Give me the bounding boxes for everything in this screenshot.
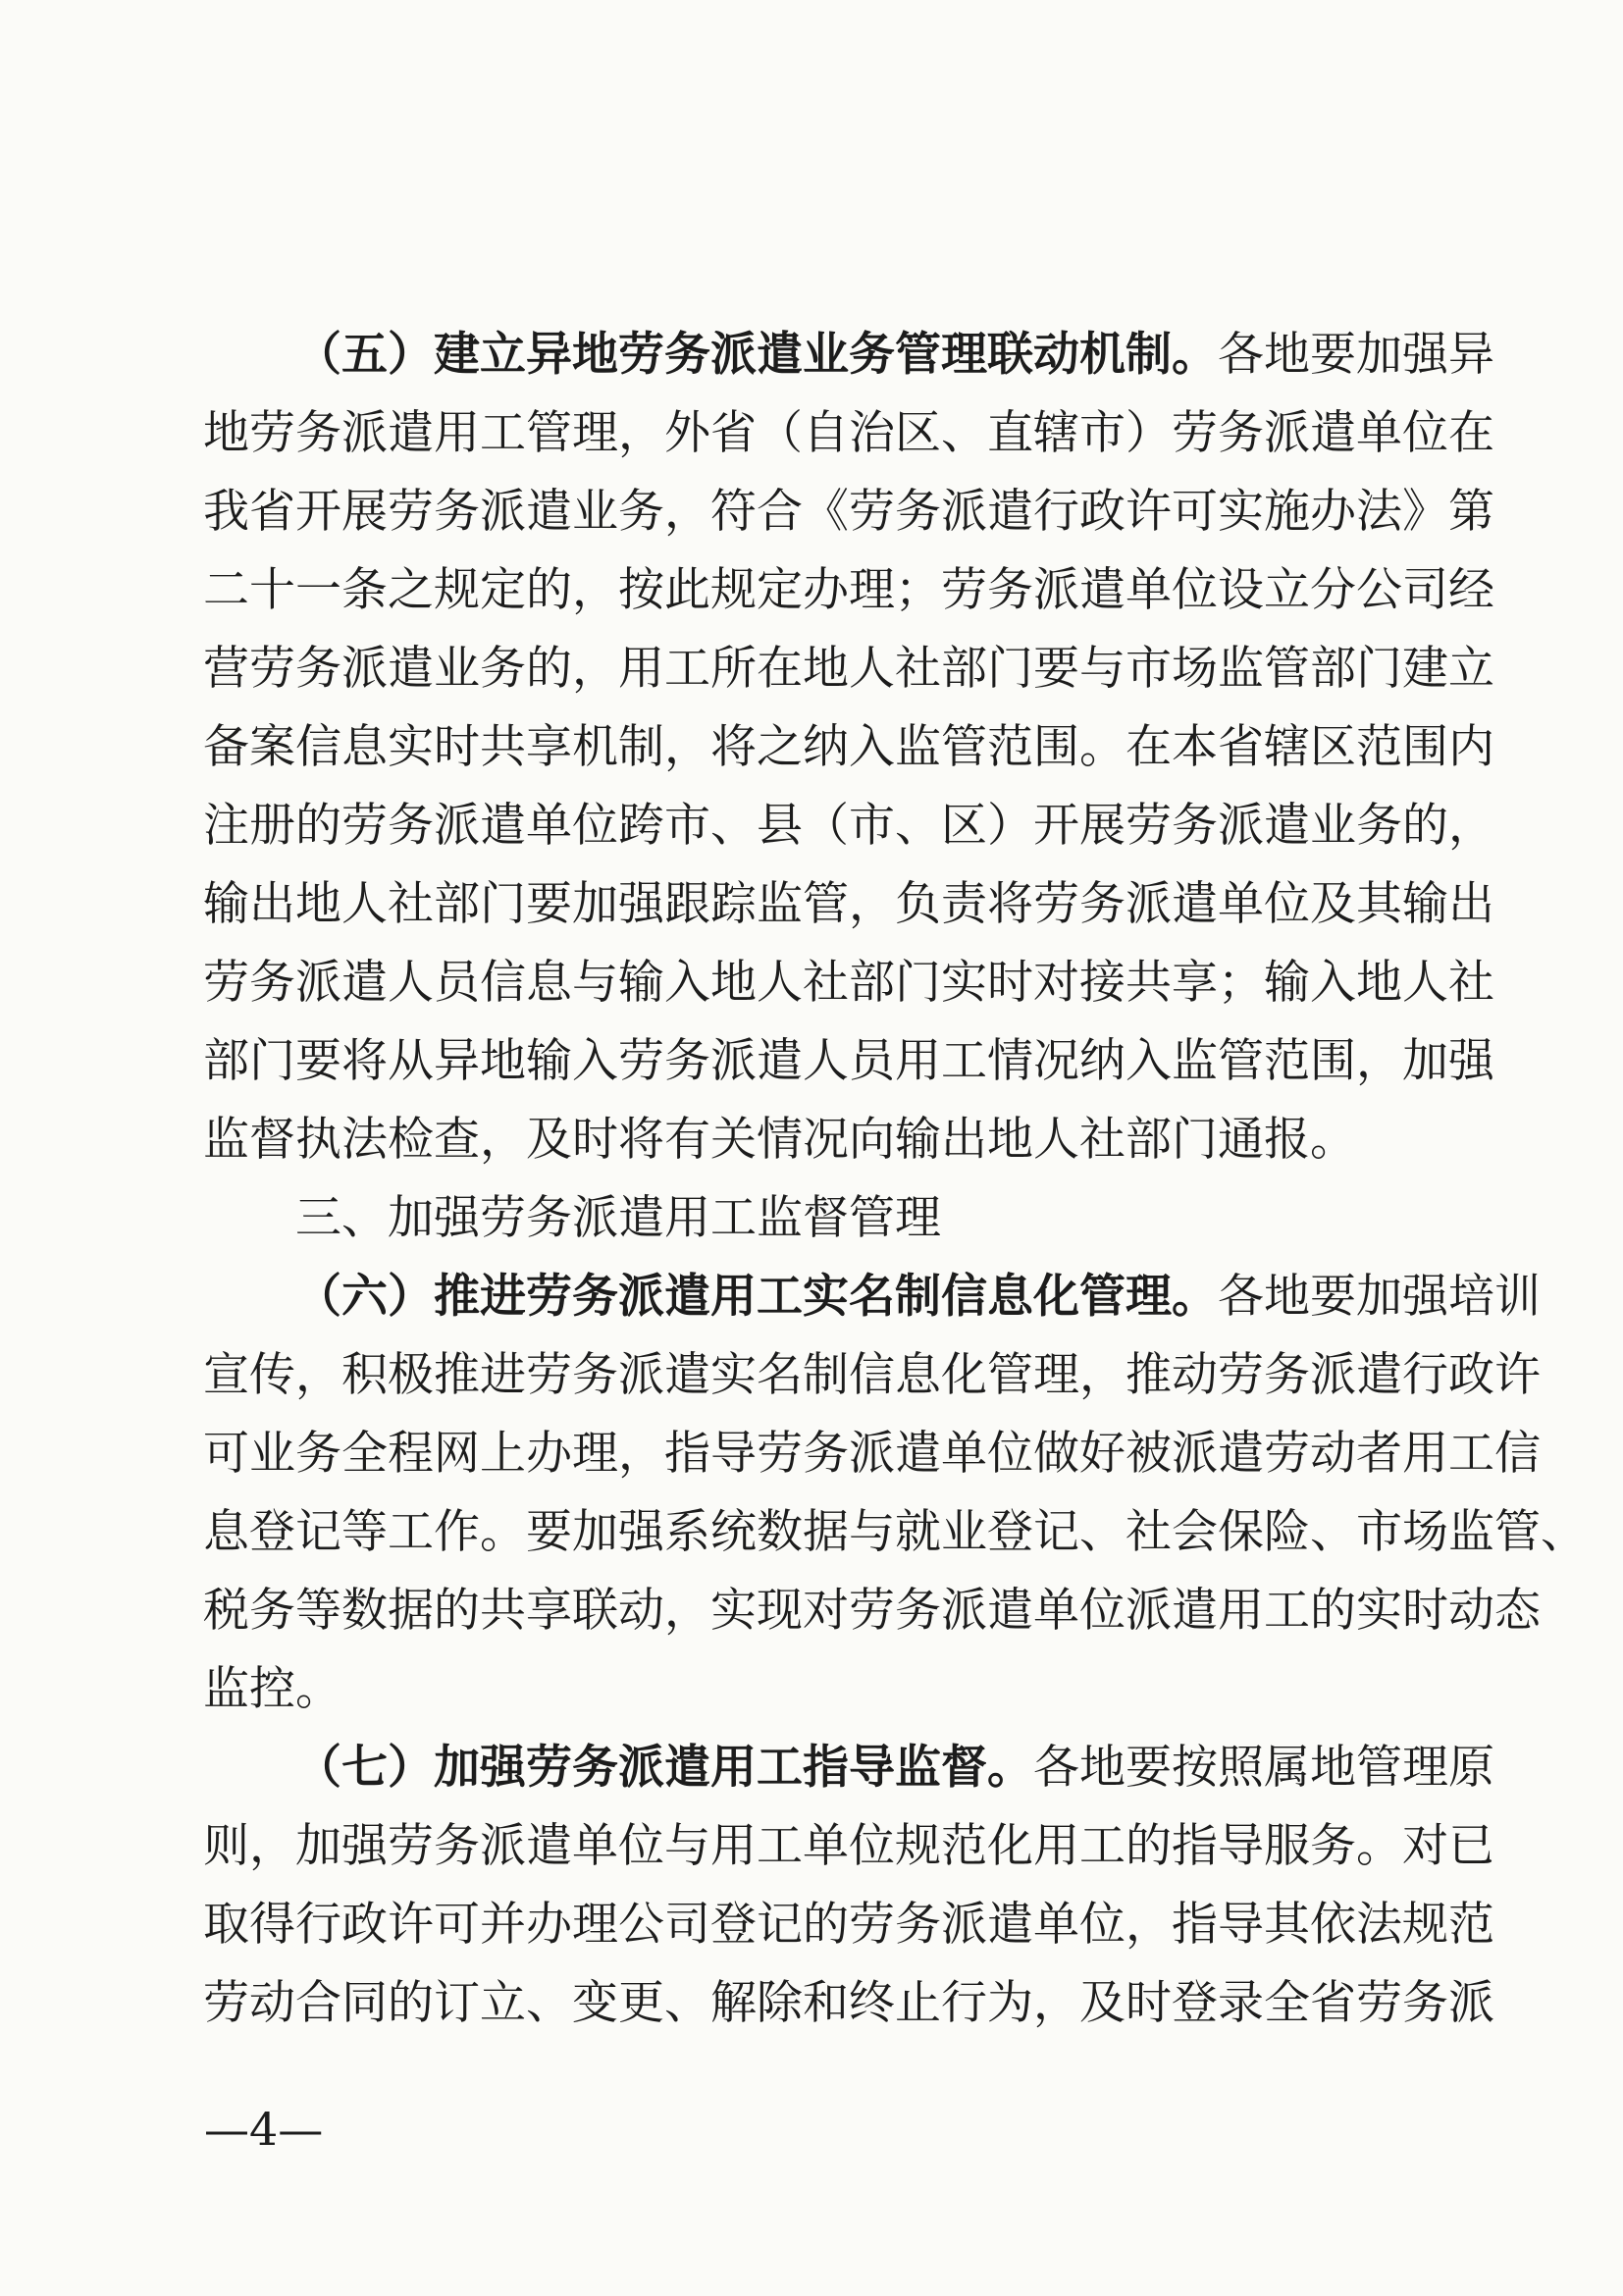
- line-text: 劳动合同的订立、变更、解除和终止行为，及时登录全省劳务派: [203, 1976, 1494, 2030]
- line-text: 营劳务派遣业务的，用工所在地人社部门要与市场监管部门建立: [203, 642, 1494, 696]
- line-text: 各地要按照属地管理原: [1033, 1741, 1494, 1795]
- line-text: 监督执法检查，及时将有关情况向输出地人社部门通报。: [203, 1113, 1356, 1167]
- paragraph-five-line-4: [203, 551, 1494, 630]
- paragraph-five-line-3: [203, 473, 1494, 551]
- paragraph-six-line-1: [295, 1258, 1541, 1336]
- paragraph-five-line-11: [203, 1101, 1420, 1179]
- paragraph-seven-line-2: [203, 1807, 1494, 1886]
- paragraph-six-line-2: [203, 1336, 1541, 1415]
- section-seven-heading: （七）加强劳务派遣用工指导监督。: [295, 1741, 1033, 1795]
- line-text: 则，加强劳务派遣单位与用工单位规范化用工的指导服务。对已: [203, 1819, 1494, 1873]
- paragraph-six-line-4: [203, 1493, 1587, 1572]
- paragraph-five-line-7: [203, 787, 1494, 865]
- line-text: 可业务全程网上办理，指导劳务派遣单位做好被派遣劳动者用工信: [203, 1427, 1541, 1481]
- paragraph-five-line-10: [203, 1022, 1494, 1101]
- paragraph-five-line-6: [203, 708, 1494, 787]
- paragraph-six-line-5: [203, 1572, 1541, 1650]
- section-three-heading: [295, 1179, 1420, 1258]
- line-text: 取得行政许可并办理公司登记的劳务派遣单位，指导其依法规范: [203, 1898, 1494, 1952]
- line-text: 监控。: [203, 1662, 341, 1716]
- line-text: 输出地人社部门要加强跟踪监管，负责将劳务派遣单位及其输出: [203, 877, 1494, 931]
- paragraph-five-line-2: [203, 394, 1494, 473]
- line-text: 我省开展劳务派遣业务，符合《劳务派遣行政许可实施办法》第: [203, 485, 1494, 539]
- paragraph-seven-line-4: [203, 1964, 1494, 2043]
- page-number: —4—: [204, 2103, 324, 2156]
- line-text: 息登记等工作。要加强系统数据与就业登记、社会保险、市场监管、: [203, 1505, 1587, 1559]
- section-five-heading: （五）建立异地劳务派遣业务管理联动机制。: [295, 328, 1218, 382]
- line-text: 备案信息实时共享机制，将之纳入监管范围。在本省辖区范围内: [203, 720, 1494, 774]
- line-text: 宣传，积极推进劳务派遣实名制信息化管理，推动劳务派遣行政许: [203, 1348, 1541, 1402]
- heading-text: 三、加强劳务派遣用工监督管理: [295, 1191, 941, 1245]
- line-text: 部门要将从异地输入劳务派遣人员用工情况纳入监管范围，加强: [203, 1034, 1494, 1088]
- line-text: 税务等数据的共享联动，实现对劳务派遣单位派遣用工的实时动态: [203, 1584, 1541, 1638]
- section-six-heading: （六）推进劳务派遣用工实名制信息化管理。: [295, 1270, 1218, 1324]
- paragraph-seven-line-1: [295, 1729, 1494, 1807]
- paragraph-five-line-9: [203, 944, 1494, 1022]
- line-text: 地劳务派遣用工管理，外省（自治区、直辖市）劳务派遣单位在: [203, 406, 1494, 460]
- paragraph-six-line-6: [203, 1650, 1420, 1729]
- paragraph-five-line-5: [203, 630, 1494, 708]
- paragraph-six-line-3: [203, 1415, 1541, 1493]
- paragraph-seven-line-3: [203, 1886, 1494, 1964]
- line-text: 二十一条之规定的，按此规定办理；劳务派遣单位设立分公司经: [203, 563, 1494, 617]
- line-text: 各地要加强培训: [1218, 1270, 1541, 1324]
- line-text: 各地要加强异: [1218, 328, 1494, 382]
- paragraph-five-line-8: [203, 865, 1494, 944]
- line-text: 注册的劳务派遣单位跨市、县（市、区）开展劳务派遣业务的，: [203, 799, 1494, 853]
- paragraph-five-line-1: [295, 316, 1494, 394]
- line-text: 劳务派遣人员信息与输入地人社部门实时对接共享；输入地人社: [203, 956, 1494, 1010]
